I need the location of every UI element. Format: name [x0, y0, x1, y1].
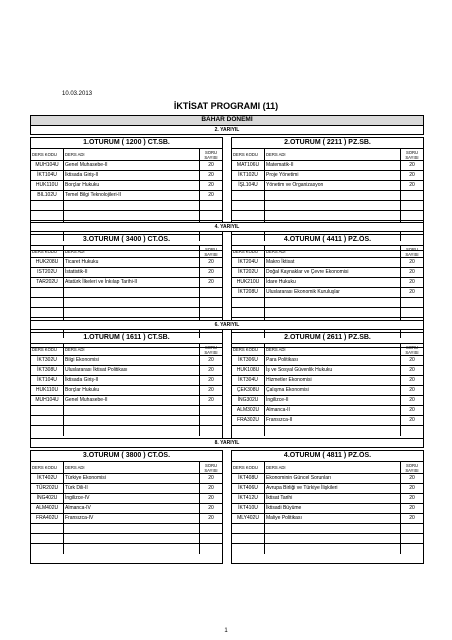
question-count: 20 — [208, 505, 214, 511]
course-name — [64, 406, 200, 415]
course-name — [64, 544, 200, 554]
table-row — [31, 406, 222, 416]
term-label: BAHAR DÖNEMİ — [31, 116, 423, 125]
course-name: Doğal Kaynaklar ve Çevre Ekonomisi — [265, 268, 401, 277]
course-code: İKT208U — [232, 288, 265, 297]
exam-block — [30, 332, 424, 446]
course-code: İKT304U — [232, 376, 265, 385]
table-row — [232, 211, 423, 221]
table-row — [232, 416, 423, 426]
course-name: Fransızca-II — [265, 416, 401, 425]
course-name — [265, 534, 401, 543]
table-row — [31, 544, 222, 554]
course-code: MAT106U — [232, 161, 265, 170]
header-code: DERS KODU — [232, 462, 265, 473]
table-row — [232, 258, 423, 268]
table-row — [31, 268, 222, 278]
table-row — [232, 191, 423, 201]
table-header — [31, 462, 222, 474]
course-name — [64, 201, 200, 210]
table-row — [232, 268, 423, 278]
header-count: SORU SAYISI — [204, 463, 218, 473]
table-row — [31, 474, 222, 484]
course-name: Ekonominin Güncel Sorunları — [265, 474, 401, 483]
course-name — [64, 416, 200, 425]
course-code — [31, 201, 64, 210]
course-code: TAR202U — [31, 278, 64, 287]
question-count: 20 — [409, 279, 415, 285]
course-code — [232, 201, 265, 210]
course-name: Almanca-II — [265, 406, 401, 415]
header-count: SORU SAYISI — [405, 150, 419, 160]
course-name: İngilizce-II — [265, 396, 401, 405]
question-count: 20 — [208, 279, 214, 285]
table-row — [232, 524, 423, 534]
course-code: TÜR202U — [31, 484, 64, 493]
course-code: İKT104U — [31, 171, 64, 180]
table-row — [232, 288, 423, 298]
question-count: 20 — [208, 485, 214, 491]
table-row — [232, 366, 423, 376]
course-name: Hizmetler Ekonomisi — [265, 376, 401, 385]
question-count: 20 — [208, 515, 214, 521]
question-count: 20 — [409, 182, 415, 188]
table-row — [232, 426, 423, 436]
header-code: DERS KODU — [232, 149, 265, 160]
question-count: 20 — [409, 485, 415, 491]
table-row — [232, 514, 423, 524]
course-code: HUK108U — [232, 366, 265, 375]
course-code: MUH104U — [31, 396, 64, 405]
course-name: Almanca-IV — [64, 504, 200, 513]
table-row — [31, 211, 222, 221]
table-row — [31, 416, 222, 426]
table-row — [232, 201, 423, 211]
exam-block — [30, 234, 424, 348]
course-code: İŞL104U — [232, 181, 265, 190]
session-title: 3.OTURUM ( 3400 ) CT.ÖS. — [31, 235, 222, 246]
question-count — [401, 298, 423, 307]
question-count: 20 — [208, 367, 214, 373]
course-name: İdare Hukuku — [265, 278, 401, 287]
question-count: 20 — [409, 397, 415, 403]
header-code: DERS KODU — [31, 246, 64, 257]
course-name — [265, 191, 401, 200]
question-count: 20 — [409, 505, 415, 511]
header-code: DERS KODU — [232, 246, 265, 257]
question-count: 20 — [409, 289, 415, 295]
question-count: 20 — [409, 515, 415, 521]
table-row — [232, 356, 423, 366]
course-code: İKT410U — [232, 504, 265, 513]
question-count: 20 — [208, 269, 214, 275]
question-count — [401, 524, 423, 533]
question-count — [401, 211, 423, 220]
question-count: 20 — [208, 162, 214, 168]
table-row — [232, 396, 423, 406]
course-code — [31, 544, 64, 554]
session-table-left — [30, 450, 223, 564]
course-code: ALM302U — [232, 406, 265, 415]
course-code: İKT412U — [232, 494, 265, 503]
question-count: 20 — [409, 269, 415, 275]
course-code — [31, 288, 64, 297]
course-name: Uluslararası İktisat Politikası — [64, 366, 200, 375]
question-count — [200, 201, 222, 210]
course-code — [31, 211, 64, 220]
session-table-left — [30, 332, 223, 446]
course-code: BIL102U — [31, 191, 64, 200]
question-count: 20 — [409, 377, 415, 383]
page-number: 1 — [224, 628, 228, 634]
session-title: 1.OTURUM ( 1200 ) CT.SB. — [31, 138, 222, 149]
question-count — [200, 308, 222, 317]
course-code: İKT204U — [232, 258, 265, 267]
session-table-right — [231, 332, 424, 446]
course-code — [31, 308, 64, 317]
semester-label: 2. YARIYIL — [30, 125, 424, 135]
question-count: 20 — [208, 397, 214, 403]
course-code — [232, 544, 265, 554]
course-name: Türk Dili-II — [64, 484, 200, 493]
course-name — [265, 524, 401, 533]
session-table-left — [30, 234, 223, 348]
table-row — [31, 288, 222, 298]
course-code — [232, 191, 265, 200]
question-count — [200, 544, 222, 554]
question-count: 20 — [409, 357, 415, 363]
header-name: DERS ADI — [265, 246, 401, 257]
course-name: İş ve Sosyal Güvenlik Hukuku — [265, 366, 401, 375]
table-row — [232, 376, 423, 386]
table-row — [232, 161, 423, 171]
course-name: İstatistik-II — [64, 268, 200, 277]
session-title: 2.OTURUM ( 2211 ) PZ.SB. — [232, 138, 423, 149]
table-row — [31, 181, 222, 191]
question-count: 20 — [208, 192, 214, 198]
table-row — [31, 534, 222, 544]
question-count — [200, 288, 222, 297]
course-name — [64, 534, 200, 543]
course-code: İKT306U — [232, 356, 265, 365]
course-code: İKT302U — [31, 356, 64, 365]
table-row — [31, 191, 222, 201]
course-code: MUH104U — [31, 161, 64, 170]
course-code: İKT408U — [232, 474, 265, 483]
header-name: DERS ADI — [265, 344, 401, 355]
course-code: İKT202U — [232, 268, 265, 277]
course-name: Makro İktisat — [265, 258, 401, 267]
table-row — [232, 171, 423, 181]
semester-label: 6. YARIYIL — [30, 320, 424, 330]
header-name: DERS ADI — [64, 344, 200, 355]
semester-label: 4. YARIYIL — [30, 222, 424, 232]
course-name: Para Politikası — [265, 356, 401, 365]
course-code — [232, 308, 265, 317]
course-name: Borçlar Hukuku — [64, 181, 200, 190]
question-count: 20 — [208, 357, 214, 363]
table-row — [232, 534, 423, 544]
header-code: DERS KODU — [31, 149, 64, 160]
course-code — [31, 406, 64, 415]
session-title: 1.OTURUM ( 1611 ) CT.SB. — [31, 333, 222, 344]
header-code: DERS KODU — [232, 344, 265, 355]
course-code: İKT308U — [31, 366, 64, 375]
session-title: 3.OTURUM ( 3800 ) CT.ÖS. — [31, 451, 222, 462]
table-row — [31, 524, 222, 534]
question-count: 20 — [208, 172, 214, 178]
course-code — [31, 426, 64, 436]
question-count — [401, 201, 423, 210]
header-count: SORU SAYISI — [405, 247, 419, 257]
table-row — [232, 494, 423, 504]
question-count: 20 — [208, 182, 214, 188]
course-name: Uluslararası Ekonomik Kuruluşlar — [265, 288, 401, 297]
question-count — [401, 191, 423, 200]
header-count: SORU SAYISI — [204, 345, 218, 355]
session-title: 4.OTURUM ( 4811 ) PZ.ÖS. — [232, 451, 423, 462]
course-name: Proje Yönetimi — [265, 171, 401, 180]
table-row — [31, 298, 222, 308]
header-count: SORU SAYISI — [204, 247, 218, 257]
question-count — [200, 298, 222, 307]
course-code — [232, 524, 265, 533]
table-header — [31, 246, 222, 258]
table-row — [232, 474, 423, 484]
course-code: HUK110U — [31, 181, 64, 190]
header-name: DERS ADI — [64, 149, 200, 160]
table-header — [232, 344, 423, 356]
table-row — [31, 308, 222, 318]
question-count: 20 — [409, 259, 415, 265]
table-row — [31, 494, 222, 504]
course-code: ALM402U — [31, 504, 64, 513]
page-title: İKTİSAT PROGRAMI (11) — [173, 101, 279, 111]
session-title: 2.OTURUM ( 2611 ) PZ.SB. — [232, 333, 423, 344]
table-row — [31, 258, 222, 268]
table-row — [31, 356, 222, 366]
course-name: Temel Bilgi Teknolojileri-II — [64, 191, 200, 200]
question-count — [200, 534, 222, 543]
course-code: İNG302U — [232, 396, 265, 405]
question-count: 20 — [409, 417, 415, 423]
question-count — [200, 211, 222, 220]
course-name: Yönetim ve Organizasyon — [265, 181, 401, 190]
question-count: 20 — [208, 387, 214, 393]
question-count: 20 — [409, 475, 415, 481]
course-code — [232, 211, 265, 220]
course-code: İNG402U — [31, 494, 64, 503]
course-name: İktisadi Büyüme — [265, 504, 401, 513]
table-row — [232, 308, 423, 318]
question-count — [401, 308, 423, 317]
table-row — [31, 278, 222, 288]
course-code — [31, 298, 64, 307]
question-count: 20 — [208, 377, 214, 383]
header-name: DERS ADI — [64, 462, 200, 473]
table-header — [232, 246, 423, 258]
table-row — [232, 181, 423, 191]
course-name: İktisat Tarihi — [265, 494, 401, 503]
table-row — [31, 386, 222, 396]
course-name: Matematik-II — [265, 161, 401, 170]
course-name — [64, 211, 200, 220]
course-code: MLY402U — [232, 514, 265, 523]
course-name — [265, 544, 401, 554]
question-count: 20 — [208, 475, 214, 481]
course-name — [64, 524, 200, 533]
course-name — [265, 298, 401, 307]
header-count: SORU SAYISI — [405, 345, 419, 355]
question-count: 20 — [409, 495, 415, 501]
table-header — [31, 344, 222, 356]
table-header — [232, 149, 423, 161]
table-row — [31, 514, 222, 524]
course-code: IST202U — [31, 268, 64, 277]
course-name — [64, 288, 200, 297]
semester-label: 8. YARIYIL — [30, 438, 424, 448]
course-name: İktisada Giriş-II — [64, 376, 200, 385]
course-code — [232, 298, 265, 307]
question-count: 20 — [208, 495, 214, 501]
table-row — [232, 406, 423, 416]
course-name: İngilizce-IV — [64, 494, 200, 503]
course-name: Atatürk İlkeleri ve İnkılap Tarihi-II — [64, 278, 200, 287]
question-count — [401, 544, 423, 554]
table-row — [232, 278, 423, 288]
course-name: Bilgi Ekonomisi — [64, 356, 200, 365]
table-header — [31, 149, 222, 161]
course-name: Çalışma Ekonomisi — [265, 386, 401, 395]
course-code: İKT402U — [31, 474, 64, 483]
course-code — [232, 534, 265, 543]
course-name: Maliye Politikası — [265, 514, 401, 523]
header-count: SORU SAYISI — [405, 463, 419, 473]
course-name — [265, 201, 401, 210]
course-name — [64, 298, 200, 307]
question-count — [401, 534, 423, 543]
course-name — [64, 426, 200, 436]
table-row — [232, 504, 423, 514]
course-name: Fransızca-IV — [64, 514, 200, 523]
course-name: Türkiye Ekonomisi — [64, 474, 200, 483]
session-table-right — [231, 450, 424, 564]
course-name: Borçlar Hukuku — [64, 386, 200, 395]
course-code: İKT102U — [232, 171, 265, 180]
document-date: 10.03.2013 — [62, 91, 93, 97]
course-name — [265, 308, 401, 317]
course-code: FRA402U — [31, 514, 64, 523]
course-name: Genel Muhasebe-II — [64, 161, 200, 170]
question-count — [200, 524, 222, 533]
course-code: ÇEK308U — [232, 386, 265, 395]
header-name: DERS ADI — [265, 149, 401, 160]
course-name — [265, 426, 401, 436]
header-name: DERS ADI — [64, 246, 200, 257]
table-row — [31, 171, 222, 181]
course-name: Avrupa Birliği ve Türkiye İlişkileri — [265, 484, 401, 493]
course-code: İKT406U — [232, 484, 265, 493]
question-count — [200, 426, 222, 436]
course-code: FRA302U — [232, 416, 265, 425]
course-code: HUK110U — [31, 386, 64, 395]
course-code — [31, 534, 64, 543]
header-name: DERS ADI — [265, 462, 401, 473]
question-count: 20 — [409, 162, 415, 168]
course-name — [265, 211, 401, 220]
question-count: 20 — [409, 172, 415, 178]
question-count — [200, 406, 222, 415]
table-row — [232, 484, 423, 494]
course-code — [31, 524, 64, 533]
term-header — [30, 115, 424, 125]
course-code — [31, 416, 64, 425]
table-row — [31, 426, 222, 436]
course-name: İktisada Giriş-II — [64, 171, 200, 180]
question-count — [200, 416, 222, 425]
exam-block — [30, 450, 424, 564]
question-count — [401, 426, 423, 436]
table-row — [31, 366, 222, 376]
course-name — [64, 308, 200, 317]
session-title: 4.OTURUM ( 4411 ) PZ.ÖS. — [232, 235, 423, 246]
header-code: DERS KODU — [31, 462, 64, 473]
table-row — [232, 544, 423, 554]
header-count: SORU SAYISI — [204, 150, 218, 160]
course-code: İKT104U — [31, 376, 64, 385]
table-row — [31, 504, 222, 514]
question-count: 20 — [409, 387, 415, 393]
question-count: 20 — [409, 407, 415, 413]
table-row — [31, 161, 222, 171]
table-row — [232, 298, 423, 308]
session-table-right — [231, 234, 424, 348]
question-count: 20 — [409, 367, 415, 373]
table-row — [31, 376, 222, 386]
table-row — [232, 386, 423, 396]
course-code: HUK208U — [31, 258, 64, 267]
table-row — [31, 396, 222, 406]
question-count: 20 — [208, 259, 214, 265]
course-code — [232, 426, 265, 436]
course-name: Ticaret Hukuku — [64, 258, 200, 267]
table-header — [232, 462, 423, 474]
course-code: HUK210U — [232, 278, 265, 287]
table-row — [31, 484, 222, 494]
course-name: Genel Muhasebe-II — [64, 396, 200, 405]
table-row — [31, 201, 222, 211]
header-code: DERS KODU — [31, 344, 64, 355]
